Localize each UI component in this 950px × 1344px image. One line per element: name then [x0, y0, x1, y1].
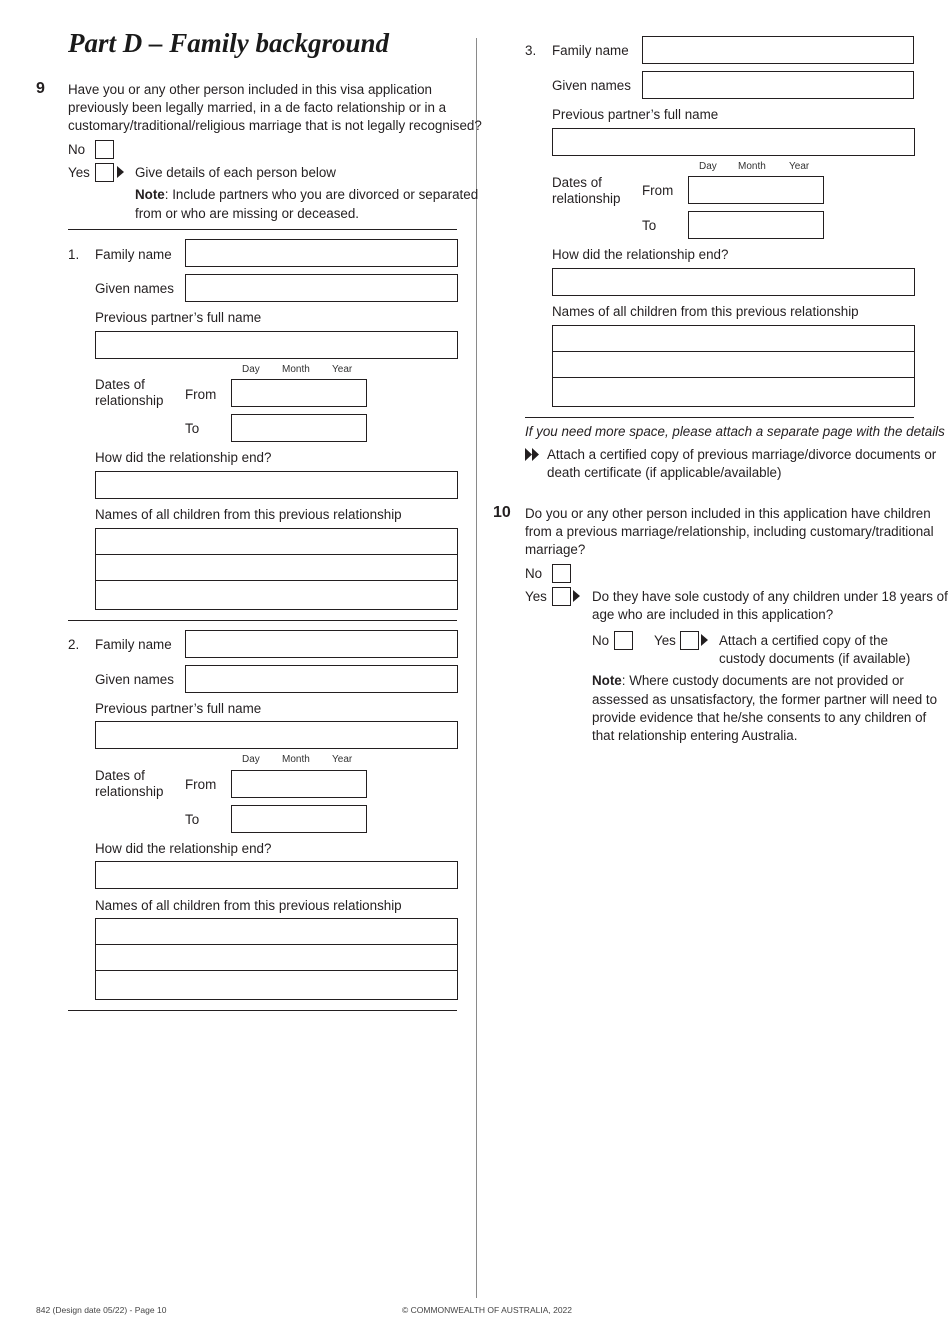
partner-2-to-label: To [185, 812, 200, 827]
partner-1-how-end-label: How did the relationship end? [95, 450, 272, 465]
partner-3-children-label: Names of all children from this previous relationship [552, 304, 859, 319]
note-label: Note [592, 673, 622, 688]
partner-3-how-end-label: How did the relationship end? [552, 247, 729, 262]
q10-custody-line2: custody documents (if available) [719, 651, 911, 666]
children-row[interactable] [553, 352, 914, 378]
partner-2-family-name-input[interactable] [185, 630, 458, 658]
q10-yes-label: Yes [525, 589, 547, 604]
partner-2-previous-partner-label: Previous partner’s full name [95, 701, 262, 716]
partner-3-to-date-input[interactable] [688, 211, 824, 239]
arrow-icon [117, 166, 124, 178]
partner-2-to-date-input[interactable] [231, 805, 367, 833]
q10-note-line2: assessed as unsatisfactory, the former partner will need to [592, 692, 938, 707]
q9-yes-checkbox[interactable] [95, 163, 114, 182]
partner-1-given-names-label: Given names [95, 281, 174, 296]
children-row[interactable] [96, 919, 457, 945]
partner-2-how-end-input[interactable] [95, 861, 458, 889]
partner-3-given-names-label: Given names [552, 78, 631, 93]
q10-note-line4: that relationship entering Australia. [592, 728, 798, 743]
partner-1-from-date-input[interactable] [231, 379, 367, 407]
partner-2-given-names-input[interactable] [185, 665, 458, 693]
partner-3-how-end-input[interactable] [552, 268, 915, 296]
partner-1-index: 1. [68, 247, 80, 262]
question-10-text-line3: marriage? [525, 542, 586, 557]
children-row[interactable] [96, 945, 457, 971]
more-space-note: If you need more space, please attach a separate page with the details [525, 424, 945, 439]
partner-3-previous-partner-input[interactable] [552, 128, 915, 156]
partner-2-dates-label-line1: Dates of [95, 768, 145, 783]
month-label: Month [282, 754, 310, 765]
month-label: Month [282, 364, 310, 375]
q10-note-line3: provide evidence that he/she consents to any children of [592, 710, 927, 725]
partner-3-dates-label-line1: Dates of [552, 175, 602, 190]
q10-sole-custody-line1: Do they have sole custody of any children under 18 years of [592, 589, 948, 604]
partner-3-family-name-input[interactable] [642, 36, 914, 64]
q10-note-text: : Where custody documents are not provided or [621, 673, 904, 688]
divider-line [68, 229, 457, 230]
partner-2-from-date-input[interactable] [231, 770, 367, 798]
question-9-number: 9 [36, 80, 45, 97]
q10-no-checkbox[interactable] [552, 564, 571, 583]
year-label: Year [332, 754, 353, 765]
partner-1-dates-label-line1: Dates of [95, 377, 145, 392]
day-label: Day [242, 364, 260, 375]
children-row[interactable] [96, 971, 457, 997]
q9-yes-label: Yes [68, 165, 90, 180]
arrow-icon [573, 590, 580, 602]
q9-yes-instruction: Give details of each person below [135, 165, 336, 180]
year-label: Year [789, 161, 810, 172]
q10-note-line1 [592, 672, 904, 690]
day-label: Day [699, 161, 717, 172]
children-row[interactable] [96, 529, 457, 555]
note-label: Note [135, 187, 165, 202]
partner-1-from-label: From [185, 387, 217, 402]
footer-page-info: 842 (Design date 05/22) - Page 10 [36, 1305, 167, 1315]
q10-yes-checkbox[interactable] [552, 587, 571, 606]
partner-3-previous-partner-label: Previous partner’s full name [552, 107, 719, 122]
day-label: Day [242, 754, 260, 765]
q9-no-label: No [68, 142, 86, 157]
partner-1-family-name-input[interactable] [185, 239, 458, 267]
question-10-text-line2: from a previous marriage/relationship, including customary/traditional [525, 524, 934, 539]
children-row[interactable] [96, 581, 457, 607]
question-9-text-line3: customary/traditional/religious marriage that is not legally recognised? [68, 118, 482, 133]
partner-1-children-input[interactable] [95, 528, 458, 610]
partner-2-children-label: Names of all children from this previous relationship [95, 898, 402, 913]
year-label: Year [332, 364, 353, 375]
q9-note-line2: from or who are missing or deceased. [135, 206, 360, 221]
partner-3-children-input[interactable] [552, 325, 915, 407]
partner-1-to-label: To [185, 421, 200, 436]
partner-1-previous-partner-label: Previous partner’s full name [95, 310, 262, 325]
q10-sub-no-checkbox[interactable] [614, 631, 633, 650]
partner-1-family-name-label: Family name [95, 247, 172, 262]
partner-1-given-names-input[interactable] [185, 274, 458, 302]
children-row[interactable] [553, 378, 914, 404]
divider-line [525, 417, 914, 418]
q10-no-label: No [525, 566, 543, 581]
children-row[interactable] [96, 555, 457, 581]
attach-line1: Attach a certified copy of previous marriage/divorce documents or [547, 447, 937, 462]
month-label: Month [738, 161, 766, 172]
double-arrow-icon [525, 448, 541, 461]
partner-2-previous-partner-input[interactable] [95, 721, 458, 749]
partner-2-index: 2. [68, 637, 80, 652]
children-row[interactable] [553, 326, 914, 352]
partner-2-given-names-label: Given names [95, 672, 174, 687]
partner-3-to-label: To [642, 218, 657, 233]
footer-copyright: © COMMONWEALTH OF AUSTRALIA, 2022 [402, 1305, 572, 1315]
question-10-number: 10 [493, 504, 511, 521]
q9-note-line1 [135, 186, 478, 204]
partner-1-children-label: Names of all children from this previous relationship [95, 507, 402, 522]
partner-3-given-names-input[interactable] [642, 71, 914, 99]
partner-1-previous-partner-input[interactable] [95, 331, 458, 359]
divider-line [68, 1010, 457, 1011]
partner-1-how-end-input[interactable] [95, 471, 458, 499]
partner-3-family-name-label: Family name [552, 43, 629, 58]
partner-2-children-input[interactable] [95, 918, 458, 1000]
partner-2-from-label: From [185, 777, 217, 792]
question-9-text-line2: previously been legally married, in a de facto relationship or in a [68, 100, 447, 115]
column-divider [476, 38, 477, 1298]
question-9-text-line1: Have you or any other person included in this visa application [68, 82, 432, 97]
partner-2-how-end-label: How did the relationship end? [95, 841, 272, 856]
partner-1-to-date-input[interactable] [231, 414, 367, 442]
divider-line [68, 620, 457, 621]
q9-note-text: : Include partners who you are divorced or separated [164, 187, 479, 202]
partner-3-index: 3. [525, 43, 537, 58]
attach-line2: death certificate (if applicable/available) [547, 465, 782, 480]
q10-sub-no-label: No [592, 633, 610, 648]
partner-3-from-label: From [642, 183, 674, 198]
partner-3-dates-label-line2: relationship [552, 191, 621, 206]
arrow-icon [701, 634, 708, 646]
q9-no-checkbox[interactable] [95, 140, 114, 159]
question-10-text-line1: Do you or any other person included in this application have children [525, 506, 931, 521]
partner-2-family-name-label: Family name [95, 637, 172, 652]
q10-sole-custody-line2: age who are included in this application? [592, 607, 834, 622]
partner-2-dates-label-line2: relationship [95, 784, 164, 799]
partner-1-dates-label-line2: relationship [95, 393, 164, 408]
partner-3-from-date-input[interactable] [688, 176, 824, 204]
q10-custody-line1: Attach a certified copy of the [719, 633, 888, 648]
q10-sub-yes-label: Yes [654, 633, 676, 648]
page-title: Part D – Family background [68, 28, 390, 58]
q10-sub-yes-checkbox[interactable] [680, 631, 699, 650]
